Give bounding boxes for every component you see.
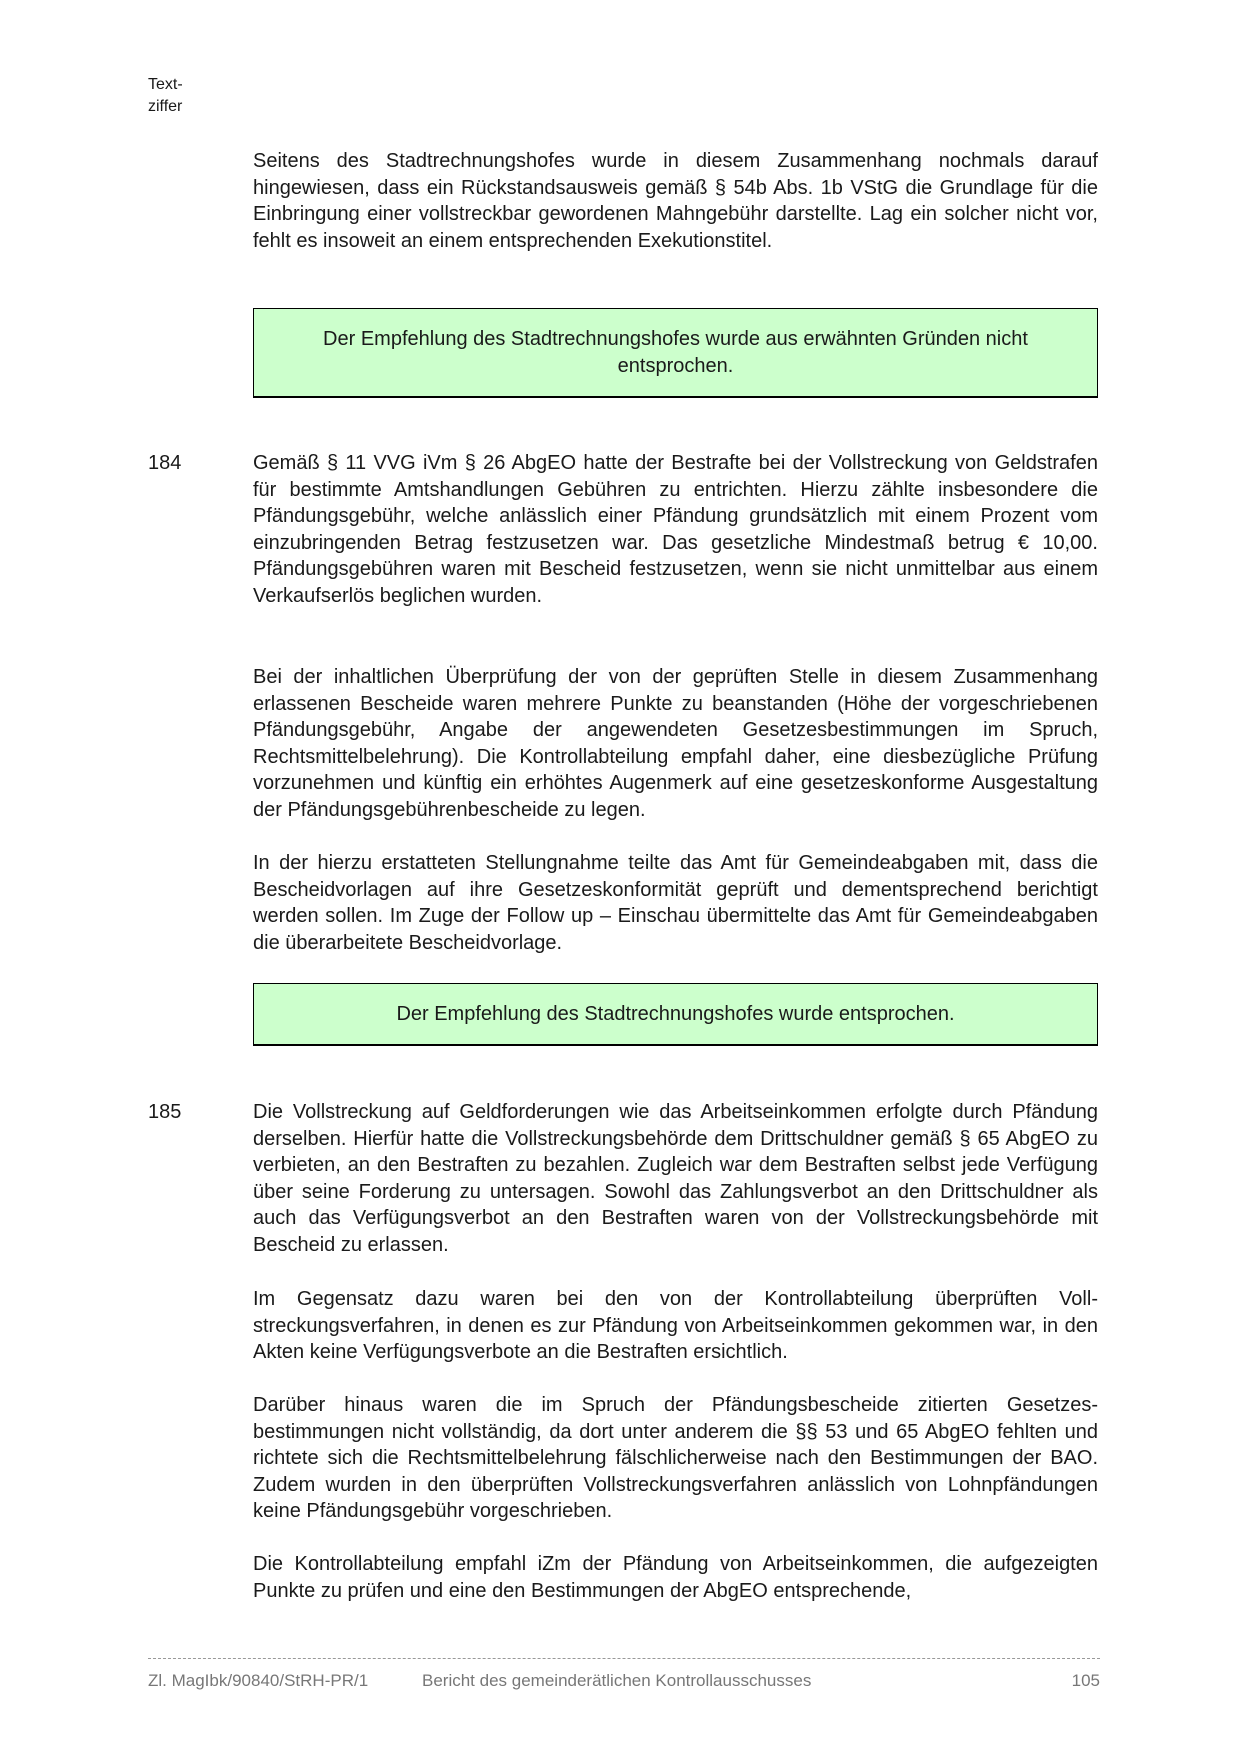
margin-label-line2: ziffer — [148, 98, 183, 115]
footer-reference: Zl. MagIbk/90840/StRH-PR/1 — [148, 1671, 369, 1690]
recommendation-box — [253, 983, 1098, 1046]
margin-label-line1: Text- — [148, 76, 183, 93]
section-number: 185 — [148, 1101, 182, 1123]
footer-title: Bericht des gemeinderätlichen Kontrollausschusses — [422, 1671, 812, 1690]
paragraph: Die Vollstreckung auf Geldforderungen wie das Arbeitseinkommen erfolgte durch Pfändung derselben. Hierfür hatte die Vollstreckungsbehörde dem Drittschuldner gemäß § 65 AbgEO zu verbieten, an den Bestraften zu bezahlen. Zugleich war dem Bestraften selbst jede Verfügung über seine Forderung zu untersagen. Sowohl das Zahlungsverbot an den Drittschuldner als auch das Verfügungsverbot an den Bestraften waren von der Vollstreckungsbehörde mit Bescheid zu erlassen. — [253, 1101, 1098, 1256]
paragraph: Darüber hinaus waren die im Spruch der Pfändungsbescheide zitierten Gesetzesbestimmungen nicht vollständig, da dort unter anderem die §§ 53 und 65 AbgEO fehlten und richtete sich die Rechtsmittelbelehrung fälschlicherweise nach den Bestimmungen der BAO. Zudem wurden in den überprüften Vollstreckungsverfahren anlässlich von Lohnpfändungen keine Pfändungsgebühr vorgeschrieben. — [253, 1394, 1098, 1522]
paragraph: Im Gegensatz dazu waren bei den von der Kontrollabteilung überprüften Vollstreckungsverfahren, in denen es zur Pfändung von Arbeitseinkommen gekommen war, in den Akten keine Verfügungsverbote an die Bestraften ersichtlich. — [253, 1288, 1098, 1363]
paragraph: Bei der inhaltlichen Überprüfung der von der geprüften Stelle in diesem Zusammenhang erlassenen Bescheide waren mehrere Punkte zu beanstanden (Höhe der vorgeschriebenen Pfändungsgebühr, Angabe der angewendeten Gesetzesbestimmungen im Spruch, Rechtsmittelbelehrung). Die Kontrollabteilung empfahl daher, eine diesbezügliche Prüfung vorzunehmen und künftig ein erhöhtes Augenmerk auf eine gesetzeskonforme Ausgestaltung der Pfändungsgebührenbescheide zu legen. — [253, 666, 1098, 821]
footer-divider — [148, 1658, 1100, 1659]
paragraph: Die Kontrollabteilung empfahl iZm der Pfändung von Arbeitseinkommen, die aufgezeigten Punkte zu prüfen und eine den Bestimmungen der AbgEO entsprechende, — [253, 1553, 1098, 1602]
recommendation-text: Der Empfehlung des Stadtrechnungshofes wurde entsprochen. — [396, 1002, 955, 1025]
recommendation-text: Der Empfehlung des Stadtrechnungshofes wurde aus erwähnten Gründen nicht entsprochen. — [323, 328, 1028, 377]
paragraph: Gemäß § 11 VVG iVm § 26 AbgEO hatte der Bestrafte bei der Vollstreckung von Geldstrafen für bestimmte Amtshandlungen Gebühren zu entrichten. Hierzu zählte insbesondere die Pfändungsgebühr, welche anlässlich einer Pfändung grundsätzlich mit einem Prozent vom einzubringenden Betrag festzusetzen war. Das gesetzliche Mindestmaß betrug € 10,00. Pfändungsgebühren waren mit Bescheid festzusetzen, wenn sie nicht unmittelbar aus einem Verkaufserlös beglichen wurden. — [253, 452, 1098, 607]
paragraph: In der hierzu erstatteten Stellungnahme teilte das Amt für Gemeindeabgaben mit, dass die Bescheidvorlagen auf ihre Gesetzeskonformität geprüft und dementsprechend berichtigt werden sollen. Im Zuge der Follow up – Einschau übermittelte das Amt für Gemeindeabgaben die überarbeitete Bescheidvorlage. — [253, 852, 1098, 954]
page-number: 105 — [1071, 1671, 1100, 1690]
section-number: 184 — [148, 452, 182, 474]
margin-label — [148, 74, 183, 118]
paragraph: Seitens des Stadtrechnungshofes wurde in diesem Zusammenhang nochmals darauf hingewiesen, dass ein Rückstandsausweis gemäß § 54b Abs. 1b VStG die Grundlage für die Einbringung einer vollstreckbar gewordenen Mahngebühr darstellte. Lag ein solcher nicht vor, fehlt es insoweit an einem entsprechenden Exekutionstitel. — [253, 150, 1098, 252]
recommendation-box — [253, 308, 1098, 398]
